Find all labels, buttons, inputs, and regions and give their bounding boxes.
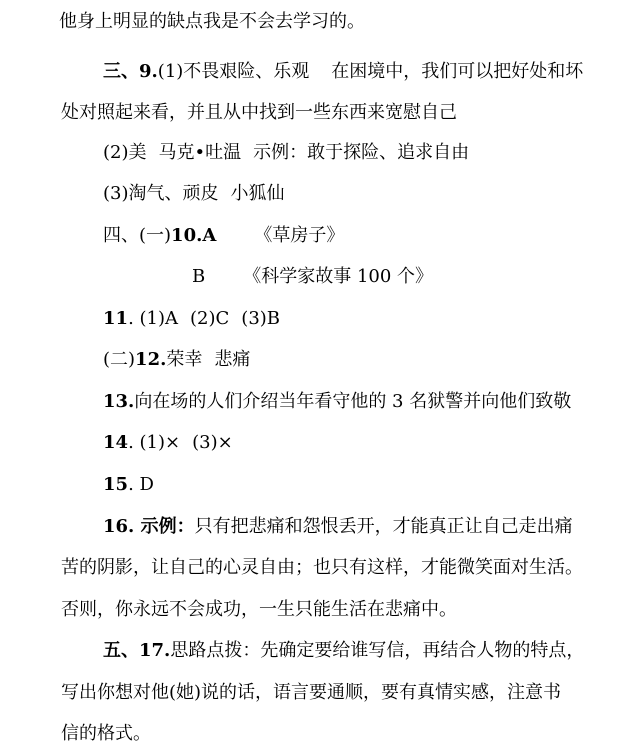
- line-13: 16. 示例：只有把悲痛和怨恨丢开，才能真正让自己走出痛: [103, 516, 573, 537]
- line-15: 否则，你永远不会成功，一生只能生活在悲痛中。: [61, 599, 457, 620]
- line-9: (二)12.荣幸 悲痛: [103, 349, 251, 370]
- line-16: 五、17.思路点拨：先确定要给谁写信，再结合人物的特点，: [103, 640, 585, 661]
- line-3: 处对照起来看，并且从中找到一些东西来宽慰自己: [61, 102, 457, 123]
- line-4: (2)美 马克•吐温 示例：敢于探险、追求自由: [103, 142, 470, 163]
- line-17: 写出你想对他(她)说的话，语言要通顺，要有真情实感，注意书: [61, 682, 562, 703]
- line-2: 三、9.(1)不畏艰险、乐观 在困境中，我们可以把好处和坏: [103, 61, 584, 82]
- line-8: 11. (1)A (2)C (3)B: [103, 308, 281, 329]
- line-7: B 《科学家故事 100 个》: [192, 266, 434, 287]
- line-18: 信的格式。: [61, 723, 151, 744]
- line-6: 四、(一)10.A 《草房子》: [103, 225, 345, 246]
- line-14: 苦的阴影，让自己的心灵自由；也只有这样，才能微笑面对生活。: [61, 557, 583, 578]
- line-12: 15. D: [103, 474, 154, 495]
- line-10: 13.向在场的人们介绍当年看守他的 3 名狱警并向他们致敬: [103, 391, 572, 412]
- line-5: (3)淘气、顽皮 小狐仙: [103, 183, 285, 204]
- line-11: 14. (1)× (3)×: [103, 432, 233, 453]
- line-1: 他身上明显的缺点我是不会去学习的。: [59, 11, 365, 32]
